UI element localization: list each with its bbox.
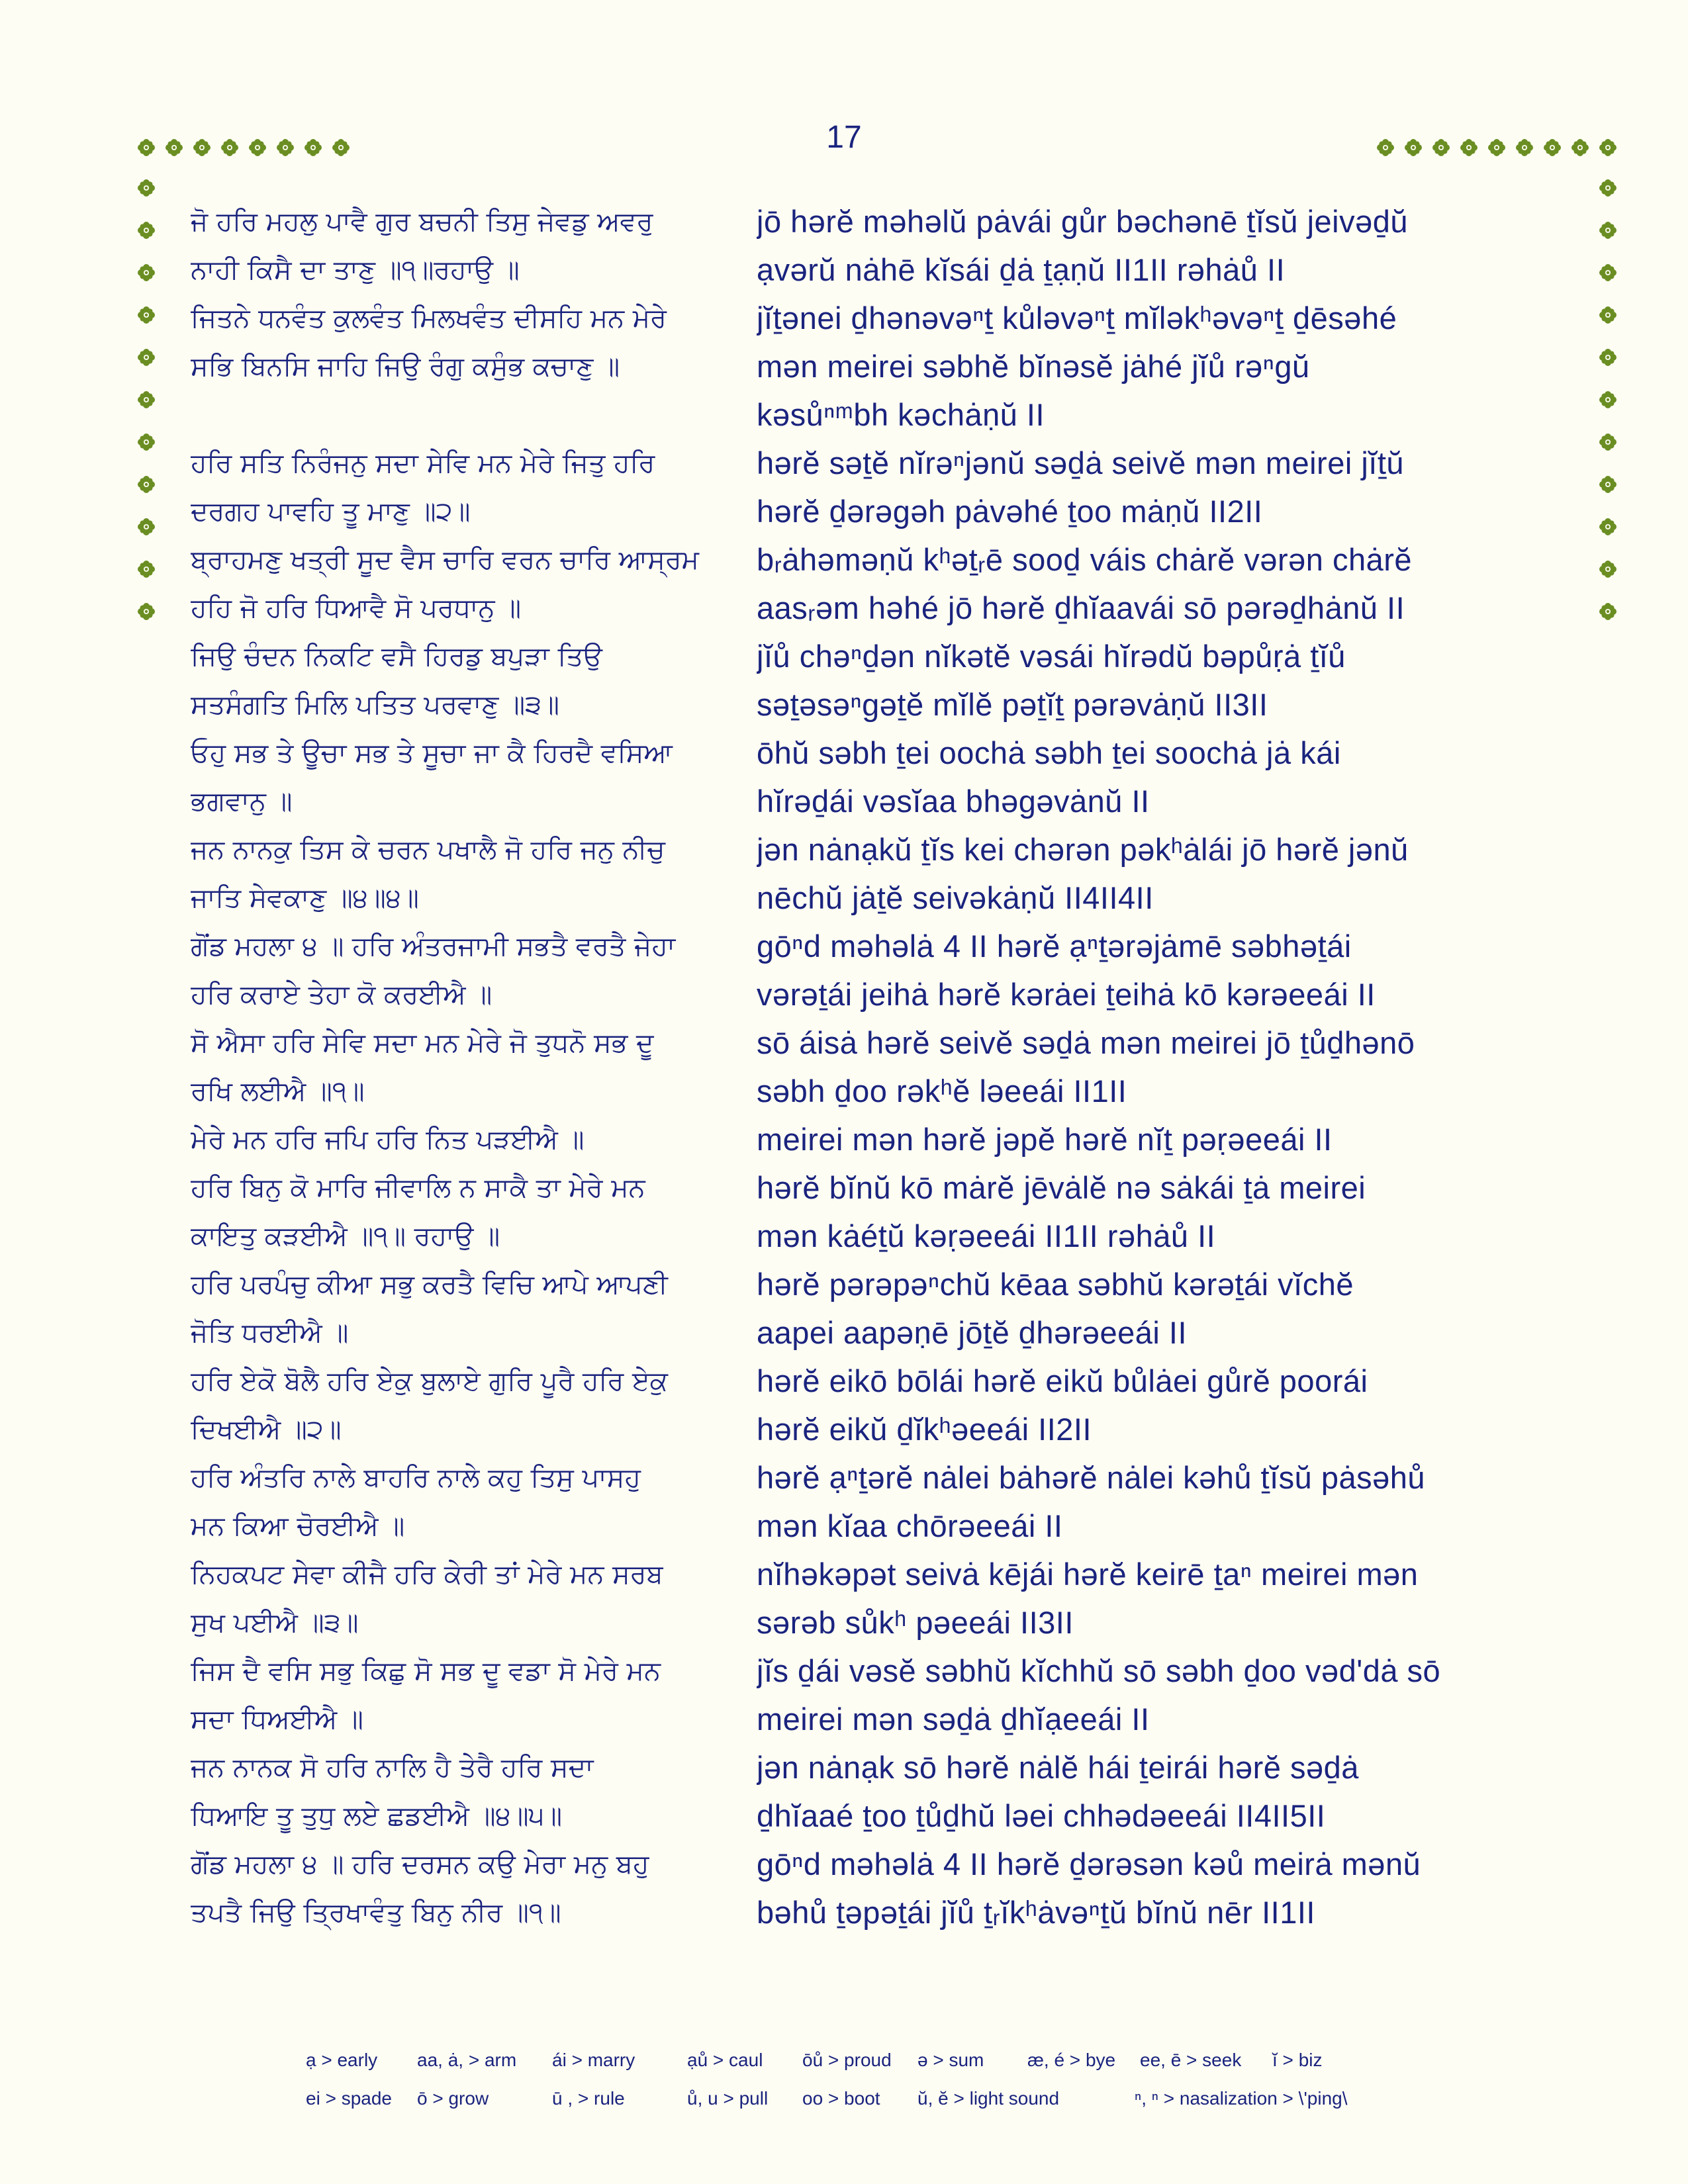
legend-item: ái > marry	[552, 2050, 635, 2070]
transliteration-line: hərĕ eikō bōlái hərĕ eikŭ bůlȧei gůrĕ poorái	[757, 1363, 1368, 1398]
legend-row	[306, 2041, 1564, 2079]
gurmukhi-line: ਜਿਸ ਦੈ ਵਸਿ ਸਭੁ ਕਿਛੁ ਸੋ ਸਭ ਦੂ ਵਡਾ ਸੋ ਮੇਰੇ ਮਨ	[191, 1655, 661, 1686]
flower-icon	[132, 167, 160, 209]
transliteration-line: mən meirei səbhĕ bĭnəsĕ jȧhé jĭů rəⁿgŭ	[757, 349, 1310, 384]
transliteration-line: jĭů chəⁿḏən nĭkətĕ vəsái hĭrədŭ bəpůṛȧ ṯĭů	[757, 639, 1346, 674]
transliteration-column	[757, 632, 1515, 729]
flower-icon	[1594, 167, 1622, 209]
flower-icon	[1594, 134, 1622, 161]
transliteration-line: gōⁿd məhəlȧ 4 II hərĕ ạⁿṯərəjȧmē səbhəṯái	[757, 929, 1352, 964]
gurmukhi-line: ਕਾਇਤੁ ਕੜਈਐ ॥੧॥ ਰਹਾਉ ॥	[191, 1220, 500, 1251]
gurmukhi-line: ਓਹੁ ਸਭ ਤੇ ਊਚਾ ਸਭ ਤੇ ਸੂਚਾ ਜਾ ਕੈ ਹਿਰਦੈ ਵਸਿਆ	[191, 737, 673, 768]
verse-block	[191, 1260, 1515, 1357]
gurmukhi-column	[191, 1743, 757, 1840]
transliteration-line: jən nȧnạk sō hərĕ nȧlĕ hái ṯeirái hərĕ səḏȧ	[757, 1750, 1359, 1785]
flower-icon	[132, 251, 160, 294]
gurmukhi-line: ਹਰਿ ਏਕੋ ਬੋਲੈ ਹਰਿ ਏਕੁ ਬੁਲਾਏ ਗੁਰਿ ਪੂਰੈ ਹਰਿ ਏਕੁ	[191, 1365, 668, 1396]
verse-block	[191, 294, 1515, 439]
transliteration-line: aasᵣəm həhé jō hərĕ ḏhĭaavái sō pərəḏhȧnŭ II	[757, 590, 1405, 625]
verse-block	[191, 1840, 1515, 1936]
verse-block	[191, 1163, 1515, 1260]
gurmukhi-column	[191, 1260, 757, 1357]
flower-border-left	[132, 167, 160, 633]
transliteration-line: jən nȧnạkŭ ṯĭs kei chərən pəkʰȧlái jō hərĕ jənŭ	[757, 832, 1409, 867]
legend-item: ů, u > pull	[687, 2088, 769, 2109]
transliteration-column	[757, 1357, 1515, 1453]
verse-block	[191, 729, 1515, 825]
gurmukhi-line: ਗੋਂਡ ਮਹਲਾ ੪ ॥ ਹਰਿ ਅੰਤਰਜਾਮੀ ਸਭਤੈ ਵਰਤੈ ਜੇਹਾ	[191, 931, 676, 962]
gurmukhi-line: ਦਰਗਹ ਪਾਵਹਿ ਤੂ ਮਾਣੁ ॥੨॥	[191, 496, 471, 527]
gurmukhi-line: ਹਰਿ ਸਤਿ ਨਿਰੰਜਨੁ ਸਦਾ ਸੇਵਿ ਮਨ ਮੇਰੇ ਜਿਤੁ ਹਰਿ	[191, 447, 655, 478]
verse-block	[191, 439, 1515, 535]
flower-icon	[271, 134, 299, 161]
verse-block	[191, 1115, 1515, 1163]
page-number: 17	[826, 120, 862, 155]
legend-item: ⁿ, ⁿ > nasalization > \'ping\	[1135, 2088, 1348, 2109]
transliteration-column	[757, 1260, 1515, 1357]
gurmukhi-column	[191, 1647, 757, 1743]
flower-icon	[1594, 506, 1622, 548]
gurmukhi-line: ਸੁਖ ਪਈਐ ॥੩॥	[191, 1607, 359, 1638]
flower-icon	[1455, 134, 1483, 161]
transliteration-column	[757, 1163, 1515, 1260]
legend-item: ōů > proud	[802, 2050, 892, 2070]
transliteration-line: vərəṯái jeihȧ hərĕ kərȧei ṯeihȧ kō kərəeeái II	[757, 977, 1376, 1012]
flower-icon	[1594, 590, 1622, 633]
gurmukhi-line: ਰਖਿ ਲਈਐ ॥੧॥	[191, 1075, 365, 1107]
transliteration-column	[757, 535, 1515, 632]
flower-icon	[132, 463, 160, 506]
legend-item: ə > sum	[917, 2050, 984, 2070]
legend-item: ạ > early	[306, 2050, 378, 2070]
flower-icon	[1594, 463, 1622, 506]
transliteration-line: hərĕ pərəpəⁿchŭ kēaa səbhŭ kərəṯái vĭchĕ	[757, 1267, 1354, 1302]
gurmukhi-line: ਸਦਾ ਧਿਅਈਐ ॥	[191, 1704, 363, 1735]
gurmukhi-column	[191, 439, 757, 535]
transliteration-line: nēchŭ jȧṯĕ seivəkȧṇŭ II4II4II	[757, 880, 1154, 915]
legend-item: ŭ, ĕ > light sound	[917, 2088, 1060, 2109]
gurmukhi-line: ਜਾਤਿ ਸੇਵਕਾਣੁ ॥੪॥੪॥	[191, 882, 419, 913]
gurmukhi-line: ਜਿਤਨੇ ਧਨਵੰਤ ਕੁਲਵੰਤ ਮਿਲਖਵੰਤ ਦੀਸਹਿ ਮਨ ਮੇਰੇ	[191, 302, 667, 334]
flower-icon	[132, 379, 160, 421]
transliteration-column	[757, 197, 1515, 294]
transliteration-line: ōhŭ səbh ṯei oochȧ səbh ṯei soochȧ jȧ kái	[757, 735, 1341, 770]
gurmukhi-column	[191, 825, 757, 922]
verse-block	[191, 922, 1515, 1019]
legend-item: æ, é > bye	[1027, 2050, 1116, 2070]
transliteration-line: mən kĭaa chōrəeeái II	[757, 1508, 1063, 1543]
gurmukhi-line: ਮਨ ਕਿਆ ਚੋਰਈਐ ॥	[191, 1510, 405, 1541]
gurmukhi-line: ਬ੍ਰਾਹਮਣੁ ਖਤ੍ਰੀ ਸੂਦ ਵੈਸ ਚਾਰਿ ਵਰਨ ਚਾਰਿ ਆਸ੍ਰਮ	[191, 544, 700, 575]
legend-item: ei > spade	[306, 2088, 392, 2109]
flower-icon	[1594, 336, 1622, 379]
legend-item: ū , > rule	[552, 2088, 625, 2109]
flower-border-top-left	[132, 134, 355, 167]
flower-border-top-right	[1372, 134, 1622, 167]
flower-icon	[1399, 134, 1427, 161]
transliteration-line: səṯəsəⁿgəṯĕ mĭlĕ pəṯĭṯ pərəvȧṇŭ II3II	[757, 687, 1268, 722]
flower-icon	[132, 209, 160, 251]
flower-icon	[1594, 379, 1622, 421]
verse-block	[191, 1550, 1515, 1647]
transliteration-line: hərĕ eikŭ ḏĭkʰəeeái II2II	[757, 1412, 1092, 1447]
gurmukhi-line	[191, 390, 757, 439]
flower-icon	[244, 134, 271, 161]
gurmukhi-column	[191, 632, 757, 729]
flower-icon	[1427, 134, 1455, 161]
legend-item: ạů > caul	[687, 2050, 763, 2070]
flower-border-right	[1594, 167, 1622, 633]
transliteration-line: hərĕ ạⁿṯərĕ nȧlei bȧhərĕ nȧlei kəhů ṯĭsŭ pȧsəhů	[757, 1460, 1426, 1495]
gurmukhi-column	[191, 1840, 757, 1936]
gurmukhi-line: ਭਗਵਾਨੁ ॥	[191, 786, 293, 817]
flower-icon	[132, 421, 160, 463]
verse-block	[191, 1019, 1515, 1115]
flower-icon	[188, 134, 216, 161]
legend-item: ō > grow	[417, 2088, 489, 2109]
gurmukhi-column	[191, 1550, 757, 1647]
gurmukhi-line: ਹਰਿ ਅੰਤਰਿ ਨਾਲੇ ਬਾਹਰਿ ਨਾਲੇ ਕਹੁ ਤਿਸੁ ਪਾਸਹੁ	[191, 1462, 641, 1493]
transliteration-column	[757, 1840, 1515, 1936]
verse-block	[191, 535, 1515, 632]
gurmukhi-line: ਦਿਖਈਐ ॥੨॥	[191, 1414, 342, 1445]
gurmukhi-line: ਤਪਤੈ ਜਿਉ ਤ੍ਰਿਖਾਵੰਤੁ ਬਿਨੁ ਨੀਰ ॥੧॥	[191, 1897, 561, 1928]
transliteration-line: jĭs ḏái vəsĕ səbhŭ kĭchhŭ sō səbh ḏoo vəd'dȧ sō	[757, 1653, 1441, 1688]
gurmukhi-column	[191, 1163, 757, 1260]
verse-block	[191, 825, 1515, 922]
transliteration-line: gōⁿd məhəlȧ 4 II hərĕ ḏərəsən kəů meirȧ mənŭ	[757, 1846, 1421, 1882]
gurmukhi-column	[191, 197, 757, 294]
flower-icon	[132, 336, 160, 379]
transliteration-line: hərĕ bĭnŭ kō mȧrĕ jēvȧlĕ nə sȧkái ṯȧ meirei	[757, 1170, 1366, 1205]
transliteration-line: hĭrəḏái vəsĭaa bhəgəvȧnŭ II	[757, 784, 1150, 819]
flower-icon	[1594, 209, 1622, 251]
flower-icon	[132, 548, 160, 590]
transliteration-line: meirei mən hərĕ jəpĕ hərĕ nĭṯ pəṛəeeái II	[757, 1122, 1333, 1157]
flower-icon	[132, 590, 160, 633]
transliteration-line: hərĕ səṯĕ nĭrəⁿjənŭ səḏȧ seivĕ mən meirei jĭṯŭ	[757, 445, 1405, 480]
flower-icon	[1594, 294, 1622, 336]
gurmukhi-line: ਜੋ ਹਰਿ ਮਹਲੁ ਪਾਵੈ ਗੁਰ ਬਚਨੀ ਤਿਸੁ ਜੇਵਡੁ ਅਵਰੁ	[191, 206, 653, 237]
transliteration-line: sō áisȧ hərĕ seivĕ səḏȧ mən meirei jō ṯůḏhənō	[757, 1025, 1415, 1060]
flower-icon	[299, 134, 327, 161]
verse-block	[191, 632, 1515, 729]
gurmukhi-line: ਸਭਿ ਬਿਨਸਿ ਜਾਹਿ ਜਿਉ ਰੰਗੁ ਕਸੁੰਭ ਕਚਾਣੁ ॥	[191, 351, 620, 382]
transliteration-line: səbh ḏoo rəkʰĕ ləeeái II1II	[757, 1073, 1127, 1109]
gurmukhi-column	[191, 1357, 757, 1453]
legend-item: ĭ > biz	[1272, 2050, 1323, 2070]
gurmukhi-column	[191, 729, 757, 825]
gurmukhi-column	[191, 1453, 757, 1550]
pronunciation-legend	[306, 2041, 1564, 2118]
transliteration-column	[757, 922, 1515, 1019]
gurmukhi-line: ਜਨ ਨਾਨਕ ਸੋ ਹਰਿ ਨਾਲਿ ਹੈ ਤੇਰੈ ਹਰਿ ਸਦਾ	[191, 1752, 594, 1783]
transliteration-column	[757, 294, 1515, 439]
gurmukhi-column	[191, 535, 757, 632]
gurmukhi-line: ਜੋਤਿ ਧਰਈਐ ॥	[191, 1317, 349, 1348]
legend-item: oo > boot	[802, 2088, 880, 2109]
flower-icon	[1566, 134, 1594, 161]
flower-icon	[1372, 134, 1399, 161]
legend-row	[306, 2079, 1564, 2118]
verse-block	[191, 1357, 1515, 1453]
transliteration-line: bəhů ṯəpəṯái jĭů ṯᵣĭkʰȧvəⁿṯŭ bĭnŭ nēr II1II	[757, 1895, 1315, 1930]
gurmukhi-column	[191, 294, 757, 439]
transliteration-line: hərĕ ḏərəgəh pȧvəhé ṯoo mȧṇŭ II2II	[757, 494, 1263, 529]
flower-icon	[132, 134, 160, 161]
verse-block	[191, 1743, 1515, 1840]
transliteration-line: ạvərŭ nȧhē kĭsái ḏȧ ṯạṇŭ II1II rəhȧů II	[757, 252, 1286, 287]
transliteration-line: nĭhəkəpət seivȧ kējái hərĕ keirē ṯaⁿ meirei mən	[757, 1557, 1419, 1592]
gurmukhi-column	[191, 1115, 757, 1163]
verse-block	[191, 1453, 1515, 1550]
transliteration-line: aapei aapəṇē jōṯĕ ḏhərəeeái II	[757, 1315, 1188, 1350]
transliteration-line: jō hərĕ məhəlŭ pȧvái gůr bəchənē ṯĭsŭ jeivəḏŭ	[757, 204, 1409, 239]
gurmukhi-line: ਸਤਸੰਗਤਿ ਮਿਲਿ ਪਤਿਤ ਪਰਵਾਣੁ ॥੩॥	[191, 689, 559, 720]
gurmukhi-column	[191, 1019, 757, 1115]
transliteration-line: kəsůⁿᵐbh kəchȧṇŭ II	[757, 397, 1045, 432]
transliteration-column	[757, 1647, 1515, 1743]
gurmukhi-line: ਗੋਂਡ ਮਹਲਾ ੪ ॥ ਹਰਿ ਦਰਸਨ ਕਉ ਮੇਰਾ ਮਨੁ ਬਹੁ	[191, 1848, 649, 1880]
gurmukhi-line: ਜਿਉ ਚੰਦਨ ਨਿਕਟਿ ਵਸੈ ਹਿਰਡੁ ਬਪੁੜਾ ਤਿਉ	[191, 641, 602, 672]
transliteration-column	[757, 1115, 1515, 1163]
transliteration-line: sərəb sůkʰ pəeeái II3II	[757, 1605, 1074, 1640]
gurmukhi-column	[191, 922, 757, 1019]
transliteration-column	[757, 1743, 1515, 1840]
flower-icon	[1594, 251, 1622, 294]
flower-icon	[132, 294, 160, 336]
transliteration-column	[757, 825, 1515, 922]
gurmukhi-line: ਧਿਆਇ ਤੂ ਤੁਧੁ ਲਏ ਛਡਈਐ ॥੪॥੫॥	[191, 1800, 563, 1831]
gurmukhi-line: ਹਰਿ ਕਰਾਏ ਤੇਹਾ ਕੋ ਕਰਈਐ ॥	[191, 979, 492, 1010]
verse-block	[191, 1647, 1515, 1743]
flower-icon	[1594, 548, 1622, 590]
verse-content	[191, 197, 1515, 1936]
transliteration-column	[757, 1019, 1515, 1115]
flower-icon	[1511, 134, 1538, 161]
transliteration-line: meirei mən səḏȧ ḏhĭạeeái II	[757, 1702, 1150, 1737]
flower-icon	[1594, 421, 1622, 463]
transliteration-column	[757, 1550, 1515, 1647]
flower-icon	[327, 134, 355, 161]
flower-icon	[132, 506, 160, 548]
transliteration-column	[757, 1453, 1515, 1550]
transliteration-line: bᵣȧhəməṇŭ kʰəṯᵣē sooḏ váis chȧrĕ vərən chȧrĕ	[757, 542, 1413, 577]
flower-icon	[216, 134, 244, 161]
gurmukhi-line: ਨਾਹੀ ਕਿਸੈ ਦਾ ਤਾਣੁ ॥੧॥ਰਹਾਉ ॥	[191, 254, 520, 285]
gurmukhi-line: ਮੇਰੇ ਮਨ ਹਰਿ ਜਪਿ ਹਰਿ ਨਿਤ ਪੜਈਐ ॥	[191, 1124, 585, 1155]
gurmukhi-line: ਸੋ ਐਸਾ ਹਰਿ ਸੇਵਿ ਸਦਾ ਮਨ ਮੇਰੇ ਜੋ ਤੁਧਨੋ ਸਭ ਦੂ	[191, 1027, 654, 1058]
transliteration-line: ḏhĭaaé ṯoo ṯůḏhŭ ləei chhədəeeái II4II5II	[757, 1798, 1326, 1833]
gurmukhi-line: ਹਰਿ ਪਰਪੰਚੁ ਕੀਆ ਸਭੁ ਕਰਤੈ ਵਿਚਿ ਆਪੇ ਆਪਣੀ	[191, 1269, 668, 1300]
gurmukhi-line: ਨਿਹਕਪਟ ਸੇਵਾ ਕੀਜੈ ਹਰਿ ਕੇਰੀ ਤਾਂ ਮੇਰੇ ਮਨ ਸਰਬ	[191, 1559, 663, 1590]
flower-icon	[1538, 134, 1566, 161]
transliteration-column	[757, 729, 1515, 825]
flower-icon	[1483, 134, 1511, 161]
gurmukhi-line: ਜਨ ਨਾਨਕੁ ਤਿਸ ਕੇ ਚਰਨ ਪਖਾਲੈ ਜੋ ਹਰਿ ਜਨੁ ਨੀਚੁ	[191, 834, 665, 865]
transliteration-line: jĭṯənei ḏhənəvəⁿṯ kůləvəⁿṯ mĭləkʰəvəⁿṯ ḏēsəhé	[757, 300, 1397, 336]
verse-block	[191, 197, 1515, 294]
flower-icon	[160, 134, 188, 161]
gurmukhi-line: ਹਹਿ ਜੋ ਹਰਿ ਧਿਆਵੈ ਸੋ ਪਰਧਾਨੁ ॥	[191, 592, 522, 623]
legend-item: aa, ȧ, > arm	[417, 2050, 517, 2070]
gurmukhi-line: ਹਰਿ ਬਿਨੁ ਕੋ ਮਾਰਿ ਜੀਵਾਲਿ ਨ ਸਾਕੈ ਤਾ ਮੇਰੇ ਮਨ	[191, 1172, 645, 1203]
legend-item: ee, ē > seek	[1140, 2050, 1242, 2070]
transliteration-line: mən kȧéṯŭ kəṛəeeái II1II rəhȧů II	[757, 1218, 1216, 1253]
transliteration-column	[757, 439, 1515, 535]
